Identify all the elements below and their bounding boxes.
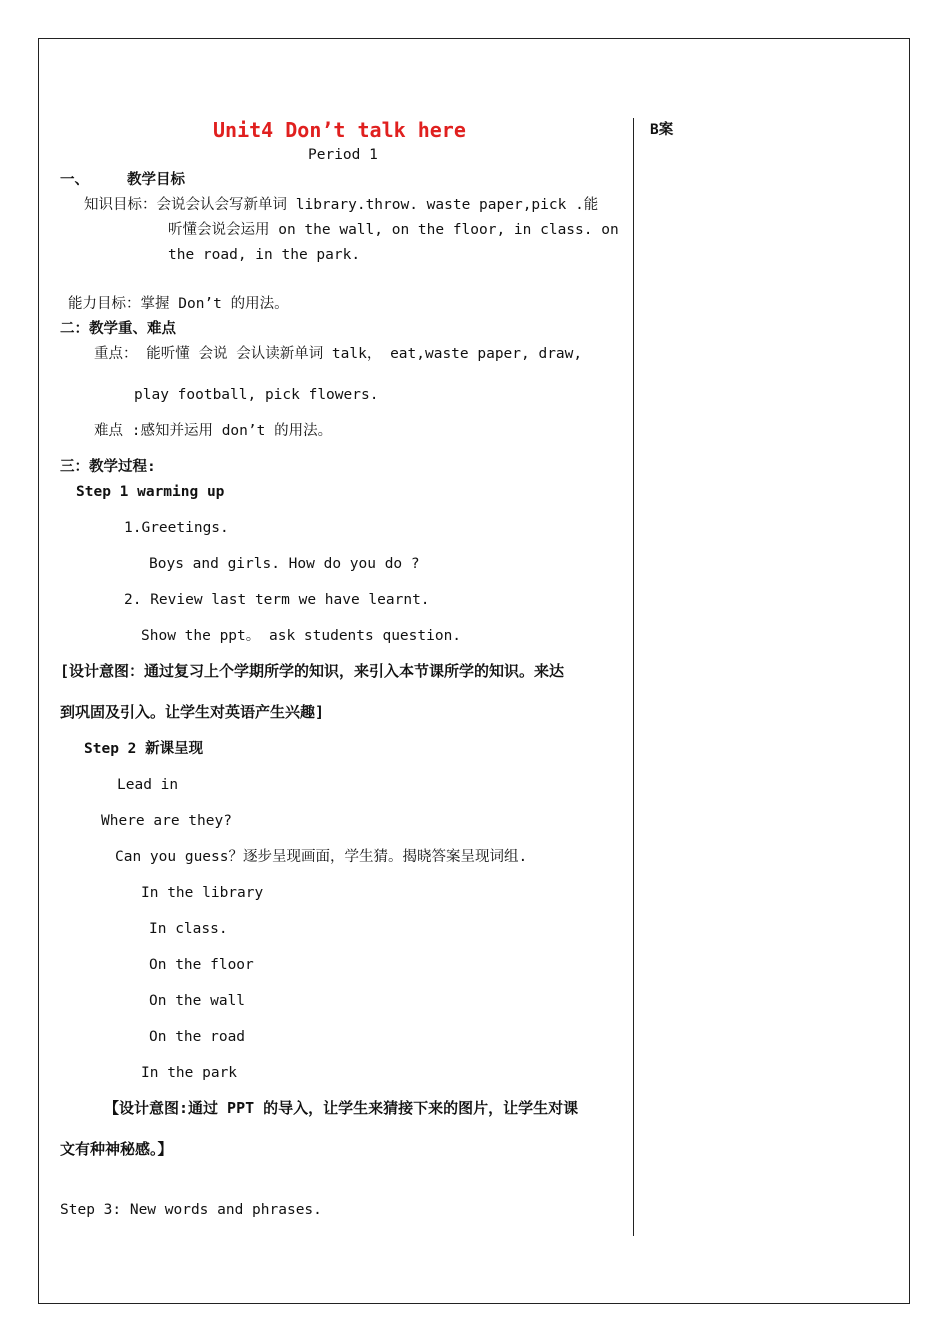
- design-intent-1-line1: [设计意图：通过复习上个学期所学的知识，来引入本节课所学的知识。来达: [60, 662, 565, 680]
- show-ppt: Show the ppt。 ask students question.: [141, 628, 462, 644]
- step1-heading: Step 1 warming up: [76, 484, 225, 500]
- phrase-item: On the floor: [149, 957, 254, 973]
- guess-question: Can you guess？逐步呈现画面，学生猜。揭晓答案呈现词组.: [115, 849, 528, 865]
- step3-heading: Step 3: New words and phrases.: [60, 1202, 322, 1218]
- column-divider: [633, 118, 634, 1236]
- step2-heading: Step 2 新课呈现: [84, 741, 204, 757]
- design-intent-2-line1: 【设计意图:通过 PPT 的导入，让学生来猜接下来的图片，让学生对课: [104, 1099, 579, 1117]
- lead-in: Lead in: [117, 777, 179, 793]
- phrase-item: In class.: [149, 921, 228, 937]
- greetings: 1.Greetings.: [124, 520, 229, 536]
- difficult-points: 难点 :感知并运用 don’t 的用法。: [94, 423, 333, 439]
- key-points-line2: play football, pick flowers.: [134, 387, 379, 403]
- section1-heading: 教学目标: [127, 172, 185, 188]
- section3-heading: 三：教学过程:: [60, 459, 156, 475]
- design-intent-1-line2: 到巩固及引入。让学生对英语产生兴趣]: [60, 703, 325, 721]
- lesson-title: Unit4 Don’t talk here: [213, 118, 466, 142]
- phrase-item: On the road: [149, 1029, 246, 1045]
- knowledge-goal-line1: 知识目标：会说会认会写新单词 library.throw. waste paper,pick .能: [84, 197, 599, 213]
- phrase-item: On the wall: [149, 993, 246, 1009]
- review-item: 2. Review last term we have learnt.: [124, 592, 430, 608]
- where-question: Where are they?: [101, 813, 232, 829]
- period-label: Period 1: [308, 147, 378, 163]
- key-points-line1: 重点： 能听懂 会说 会认读新单词 talk， eat,waste paper, draw,: [94, 346, 583, 362]
- section2-heading: 二：教学重、难点: [60, 321, 176, 337]
- greetings-text: Boys and girls. How do you do ?: [149, 556, 420, 572]
- phrase-item: In the library: [141, 885, 264, 901]
- knowledge-goal-line3: the road, in the park.: [168, 247, 361, 263]
- section1-number: 一、: [60, 172, 89, 188]
- side-label: B案: [650, 122, 674, 138]
- design-intent-2-line2: 文有种神秘感。】: [60, 1140, 173, 1158]
- ability-goal: 能力目标：掌握 Don’t 的用法。: [68, 296, 289, 312]
- phrase-item: In the park: [141, 1065, 238, 1081]
- knowledge-goal-line2: 听懂会说会运用 on the wall, on the floor, in class. on: [168, 222, 619, 238]
